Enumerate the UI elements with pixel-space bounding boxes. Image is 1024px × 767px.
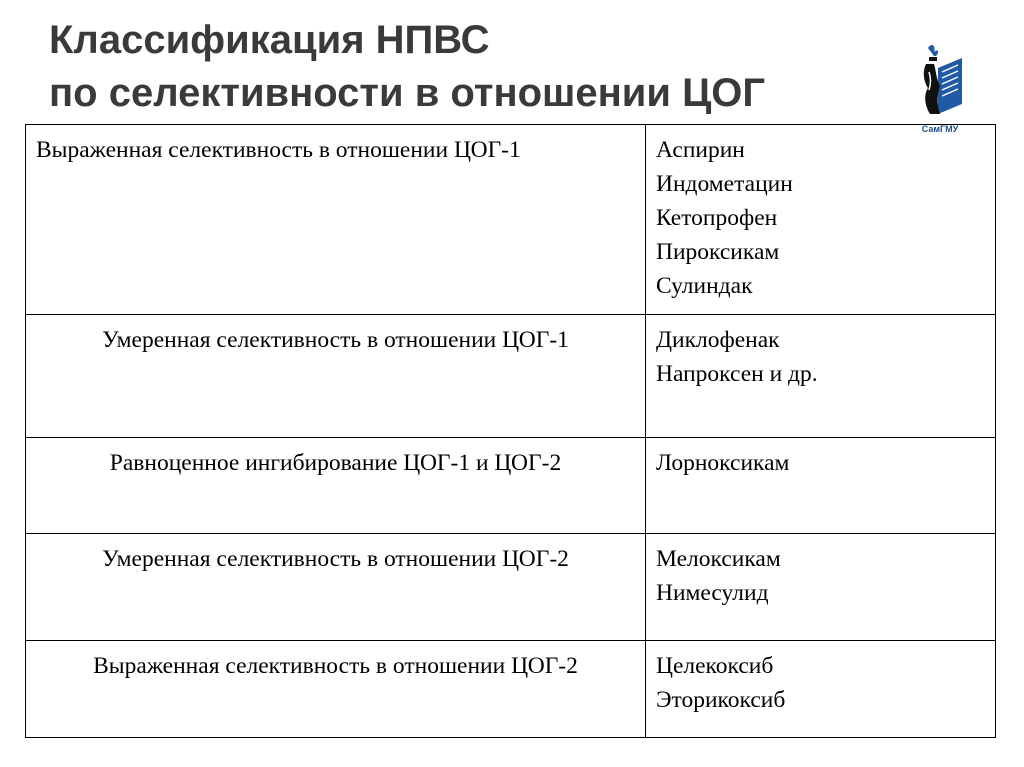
table-row xyxy=(26,438,996,534)
selectivity-cell: Равноценное ингибирование ЦОГ-1 и ЦОГ-2 xyxy=(26,438,646,534)
slide-title xyxy=(49,14,765,120)
drug-name: Эторикоксиб xyxy=(656,687,786,713)
table-row xyxy=(26,534,996,641)
drug-name: Мелоксикам xyxy=(656,546,781,572)
table-row xyxy=(26,641,996,738)
nsaid-classification-table xyxy=(25,124,996,738)
selectivity-cell: Умеренная селективность в отношении ЦОГ-1 xyxy=(26,315,646,438)
slide-title-line-1: Классификация НПВС xyxy=(49,18,490,62)
drug-name: Пироксикам xyxy=(656,239,780,265)
drug-name: Индометацин xyxy=(656,171,793,197)
selectivity-cell: Умеренная селективность в отношении ЦОГ-2 xyxy=(26,534,646,641)
drug-name: Диклофенак xyxy=(656,327,780,353)
drugs-cell xyxy=(646,315,996,438)
drugs-cell xyxy=(646,438,996,534)
table-row xyxy=(26,315,996,438)
drugs-cell xyxy=(646,534,996,641)
drug-name: Напроксен и др. xyxy=(656,361,818,387)
drugs-cell xyxy=(646,641,996,738)
selectivity-cell: Выраженная селективность в отношении ЦОГ-1 xyxy=(26,125,646,315)
samgmu-emblem-icon xyxy=(910,38,970,124)
drug-name: Лорноксикам xyxy=(656,450,790,476)
table-row xyxy=(26,125,996,315)
drug-name: Нимесулид xyxy=(656,580,769,606)
drug-name: Кетопрофен xyxy=(656,205,778,231)
university-logo xyxy=(910,38,970,138)
drugs-cell xyxy=(646,125,996,315)
drug-name: Аспирин xyxy=(656,137,745,163)
drug-name: Целекоксиб xyxy=(656,653,774,679)
selectivity-cell: Выраженная селективность в отношении ЦОГ-2 xyxy=(26,641,646,738)
slide-title-line-2: по селективности в отношении ЦОГ xyxy=(49,71,766,115)
logo-caption: СамГМУ xyxy=(921,124,959,134)
drug-name: Сулиндак xyxy=(656,273,753,299)
